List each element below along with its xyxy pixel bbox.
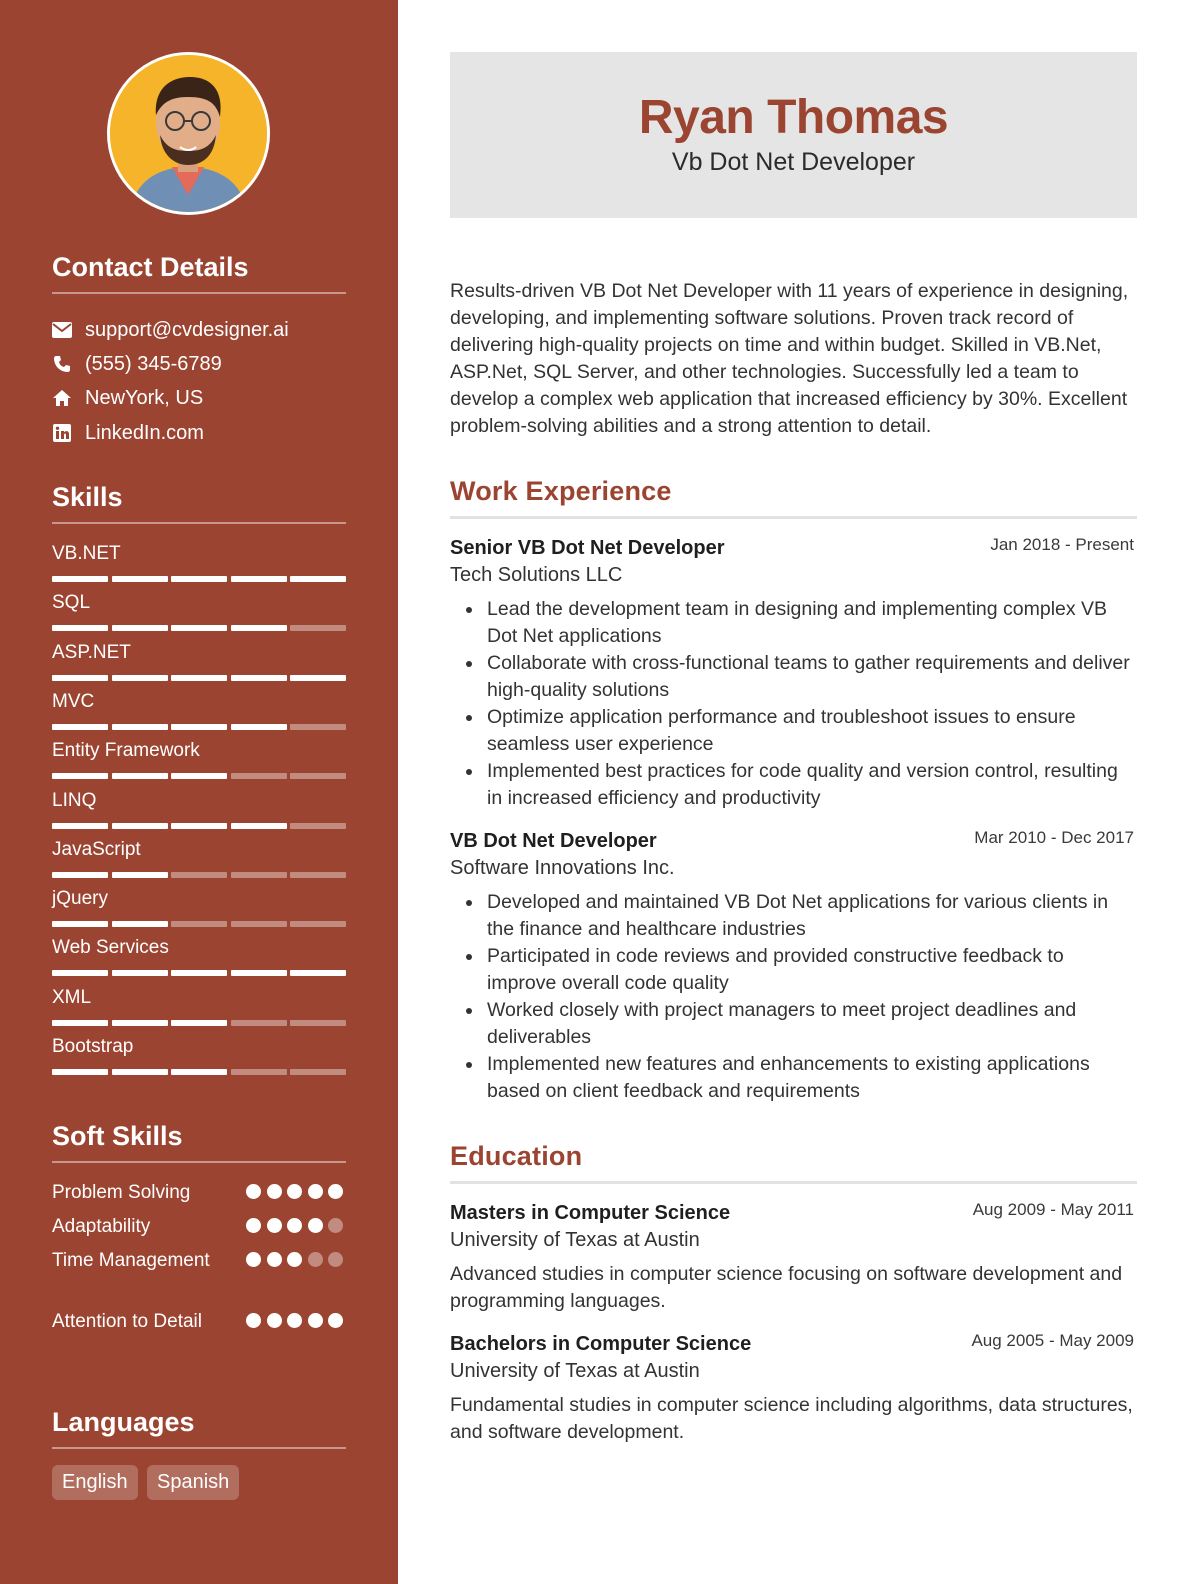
envelope-icon bbox=[52, 320, 72, 340]
rating-dot-filled bbox=[246, 1184, 261, 1199]
phone-icon bbox=[52, 354, 72, 374]
skill-level-bar bbox=[52, 1020, 346, 1026]
skill-item bbox=[52, 935, 346, 961]
skill-level-bar bbox=[52, 724, 346, 730]
skill-level-segment-empty bbox=[231, 1020, 287, 1026]
skill-level-segment-filled bbox=[171, 1069, 227, 1075]
skill-level-segment-empty bbox=[290, 872, 346, 878]
skill-level-segment-filled bbox=[112, 921, 168, 927]
name-header bbox=[450, 52, 1137, 218]
degree-dates: Aug 2005 - May 2009 bbox=[971, 1331, 1134, 1350]
skill-level-segment-filled bbox=[52, 1069, 108, 1075]
job-bullet: Lead the development team in designing and implementing complex VB Dot Net applications bbox=[487, 596, 1137, 649]
skill-name: MVC bbox=[52, 690, 95, 712]
rating-dot-filled bbox=[267, 1313, 282, 1328]
skill-item bbox=[52, 689, 346, 715]
skill-name: Bootstrap bbox=[52, 1036, 134, 1057]
contact-email[interactable] bbox=[52, 315, 289, 345]
degree-school: University of Texas at Austin bbox=[450, 1229, 700, 1251]
soft-skill-item bbox=[52, 1179, 346, 1207]
skill-level-segment-filled bbox=[112, 773, 168, 779]
skill-item bbox=[52, 1034, 346, 1060]
skill-name: LINQ bbox=[52, 789, 97, 811]
rating-dot-empty bbox=[308, 1252, 323, 1267]
job-title: Senior VB Dot Net Developer bbox=[450, 537, 725, 559]
skill-level-segment-filled bbox=[112, 872, 168, 878]
skill-level-bar bbox=[52, 921, 346, 927]
job-bullet: Collaborate with cross-functional teams to gather requirements and deliver high-quality solutions bbox=[487, 650, 1137, 703]
candidate-title: Vb Dot Net Developer bbox=[671, 148, 916, 176]
contact-linkedin[interactable] bbox=[52, 418, 204, 448]
job-bullet: Implemented new features and enhancements to existing applications based on client feedback and requirements bbox=[487, 1051, 1137, 1104]
skill-level-segment-filled bbox=[290, 576, 346, 582]
rating-dot-filled bbox=[246, 1218, 261, 1233]
skill-level-bar bbox=[52, 675, 346, 681]
skill-level-segment-filled bbox=[171, 576, 227, 582]
skill-level-segment-empty bbox=[290, 1069, 346, 1075]
skill-level-segment-filled bbox=[290, 970, 346, 976]
skill-level-bar bbox=[52, 823, 346, 829]
skill-item bbox=[52, 541, 346, 567]
rating-dot-empty bbox=[328, 1218, 343, 1233]
skill-item bbox=[52, 985, 346, 1011]
skill-level-segment-filled bbox=[52, 921, 108, 927]
languages-section-title: Languages bbox=[52, 1407, 195, 1437]
rating-dot-filled bbox=[246, 1252, 261, 1267]
soft-skill-name: Adaptability bbox=[52, 1216, 151, 1237]
job-bullet: Worked closely with project managers to meet project deadlines and deliverables bbox=[487, 997, 1137, 1050]
skill-level-segment-filled bbox=[112, 1069, 168, 1075]
skill-item bbox=[52, 886, 346, 912]
contact-phone-text: (555) 345-6789 bbox=[85, 352, 222, 375]
degree-school: University of Texas at Austin bbox=[450, 1360, 700, 1382]
skill-level-segment-filled bbox=[171, 724, 227, 730]
languages-divider bbox=[52, 1447, 346, 1449]
contact-section-title: Contact Details bbox=[52, 252, 249, 282]
skill-name: SQL bbox=[52, 592, 91, 614]
skill-level-segment-filled bbox=[290, 675, 346, 681]
rating-dot-filled bbox=[328, 1184, 343, 1199]
degree-title: Bachelors in Computer Science bbox=[450, 1333, 752, 1355]
skill-level-bar bbox=[52, 576, 346, 582]
soft-skill-rating bbox=[246, 1218, 346, 1234]
soft-skill-name: Attention to Detail bbox=[52, 1311, 202, 1332]
contact-location-text: NewYork, US bbox=[85, 386, 204, 409]
skills-section-title: Skills bbox=[52, 482, 123, 512]
skill-level-segment-empty bbox=[290, 1020, 346, 1026]
experience-section-title: Work Experience bbox=[450, 476, 672, 506]
home-icon bbox=[52, 388, 72, 408]
job-company: Tech Solutions LLC bbox=[450, 564, 623, 586]
skill-item bbox=[52, 590, 346, 616]
job-bullet: Implemented best practices for code quality and version control, resulting in increased efficiency and productivity bbox=[487, 758, 1137, 811]
skill-level-segment-filled bbox=[112, 970, 168, 976]
skill-level-segment-filled bbox=[231, 675, 287, 681]
education-section-title: Education bbox=[450, 1141, 583, 1171]
skill-level-segment-filled bbox=[171, 625, 227, 631]
rating-dot-filled bbox=[246, 1313, 261, 1328]
skill-level-segment-filled bbox=[112, 625, 168, 631]
language-chip: Spanish bbox=[147, 1465, 239, 1500]
avatar bbox=[107, 52, 270, 215]
rating-dot-filled bbox=[267, 1252, 282, 1267]
skill-level-segment-filled bbox=[52, 773, 108, 779]
skill-level-segment-empty bbox=[231, 872, 287, 878]
skill-level-segment-filled bbox=[112, 823, 168, 829]
soft-skill-item bbox=[52, 1213, 346, 1241]
contact-linkedin-text: LinkedIn.com bbox=[85, 421, 204, 444]
skill-level-segment-filled bbox=[112, 724, 168, 730]
soft-skills-divider bbox=[52, 1161, 346, 1163]
skill-level-segment-filled bbox=[52, 675, 108, 681]
skill-name: jQuery bbox=[52, 888, 108, 910]
job-bullets bbox=[487, 596, 1137, 812]
linkedin-icon bbox=[52, 423, 72, 443]
rating-dot-filled bbox=[308, 1313, 323, 1328]
skill-name: ASP.NET bbox=[52, 641, 131, 663]
skill-level-segment-filled bbox=[52, 823, 108, 829]
education-divider bbox=[450, 1181, 1137, 1184]
skill-level-segment-empty bbox=[171, 872, 227, 878]
skill-level-segment-filled bbox=[112, 576, 168, 582]
skill-level-segment-filled bbox=[52, 970, 108, 976]
rating-dot-filled bbox=[287, 1313, 302, 1328]
contact-email-text: support@cvdesigner.ai bbox=[85, 318, 289, 341]
skill-level-segment-filled bbox=[112, 1020, 168, 1026]
skill-level-segment-filled bbox=[171, 773, 227, 779]
contact-phone[interactable] bbox=[52, 349, 222, 379]
job-bullet: Developed and maintained VB Dot Net applications for various clients in the finance and healthcare industries bbox=[487, 889, 1137, 942]
skill-level-bar bbox=[52, 970, 346, 976]
skill-item bbox=[52, 640, 346, 666]
rating-dot-filled bbox=[308, 1184, 323, 1199]
skill-level-segment-empty bbox=[290, 625, 346, 631]
skill-level-segment-filled bbox=[52, 872, 108, 878]
skill-level-segment-filled bbox=[231, 625, 287, 631]
skill-level-segment-empty bbox=[231, 1069, 287, 1075]
skill-name: XML bbox=[52, 986, 92, 1008]
skill-level-segment-filled bbox=[171, 1020, 227, 1026]
soft-skill-rating bbox=[246, 1252, 346, 1268]
soft-skill-name: Time Management bbox=[52, 1250, 210, 1271]
skill-level-segment-filled bbox=[171, 675, 227, 681]
skill-item bbox=[52, 788, 346, 814]
soft-skill-item bbox=[52, 1308, 346, 1336]
skill-level-segment-empty bbox=[290, 724, 346, 730]
skill-name: Entity Framework bbox=[52, 740, 200, 762]
skill-level-segment-filled bbox=[231, 576, 287, 582]
skill-level-bar bbox=[52, 1069, 346, 1075]
degree-description: Fundamental studies in computer science including algorithms, data structures, and software development. bbox=[450, 1394, 1133, 1443]
contact-location bbox=[52, 383, 203, 413]
skill-level-segment-filled bbox=[112, 675, 168, 681]
rating-dot-filled bbox=[287, 1184, 302, 1199]
skill-name: JavaScript bbox=[52, 838, 141, 860]
skill-level-segment-filled bbox=[52, 576, 108, 582]
skill-level-segment-empty bbox=[231, 921, 287, 927]
job-bullets bbox=[487, 889, 1137, 1105]
skill-level-segment-filled bbox=[231, 823, 287, 829]
soft-skills-section-title: Soft Skills bbox=[52, 1121, 183, 1151]
skill-level-bar bbox=[52, 773, 346, 779]
skill-item bbox=[52, 738, 346, 764]
rating-dot-filled bbox=[267, 1184, 282, 1199]
job-title: VB Dot Net Developer bbox=[450, 830, 657, 852]
skill-name: Web Services bbox=[52, 937, 169, 959]
skill-level-segment-filled bbox=[231, 970, 287, 976]
skill-level-segment-empty bbox=[171, 921, 227, 927]
skill-level-segment-filled bbox=[52, 724, 108, 730]
skill-level-bar bbox=[52, 625, 346, 631]
candidate-name: Ryan Thomas bbox=[638, 91, 949, 144]
skill-level-bar bbox=[52, 872, 346, 878]
profile-summary: Results-driven VB Dot Net Developer with 11 years of experience in designing, developing, and implementing software solutions. Proven track record of delivering high-quality projects on time and within budget. Skilled in VB.Net, ASP.Net, SQL Server, and other technologies. Successfully led a team to develop a complex web application that increased efficiency by 30%. Excellent problem-solving abilities and a strong attention to detail. bbox=[450, 280, 1129, 437]
job-bullet: Optimize application performance and troubleshoot issues to ensure seamless user experience bbox=[487, 704, 1137, 757]
rating-dot-filled bbox=[267, 1218, 282, 1233]
degree-dates: Aug 2009 - May 2011 bbox=[972, 1200, 1134, 1219]
rating-dot-filled bbox=[287, 1252, 302, 1267]
language-chip: English bbox=[52, 1465, 138, 1500]
skill-level-segment-empty bbox=[231, 773, 287, 779]
degree-title: Masters in Computer Science bbox=[450, 1202, 731, 1224]
rating-dot-filled bbox=[308, 1218, 323, 1233]
job-company: Software Innovations Inc. bbox=[450, 857, 675, 879]
soft-skill-name: Problem Solving bbox=[52, 1182, 191, 1203]
job-dates: Mar 2010 - Dec 2017 bbox=[974, 828, 1134, 847]
skill-item bbox=[52, 837, 346, 863]
skill-level-segment-empty bbox=[290, 921, 346, 927]
skill-level-segment-filled bbox=[171, 823, 227, 829]
skill-level-segment-empty bbox=[290, 823, 346, 829]
profile-photo bbox=[110, 55, 267, 212]
soft-skill-rating bbox=[246, 1184, 346, 1200]
sidebar bbox=[0, 0, 398, 1584]
soft-skill-item bbox=[52, 1247, 346, 1275]
job-bullet: Participated in code reviews and provided constructive feedback to improve overall code quality bbox=[487, 943, 1137, 996]
skill-level-segment-filled bbox=[52, 1020, 108, 1026]
contact-divider bbox=[52, 292, 346, 294]
skill-level-segment-filled bbox=[231, 724, 287, 730]
degree-description: Advanced studies in computer science focusing on software development and programming languages. bbox=[450, 1263, 1123, 1312]
skills-divider bbox=[52, 522, 346, 524]
skill-name: VB.NET bbox=[52, 543, 121, 564]
soft-skill-rating bbox=[246, 1313, 346, 1329]
skill-level-segment-filled bbox=[171, 970, 227, 976]
job-dates: Jan 2018 - Present bbox=[990, 535, 1134, 554]
skill-level-segment-empty bbox=[290, 773, 346, 779]
rating-dot-filled bbox=[287, 1218, 302, 1233]
skill-level-segment-filled bbox=[52, 625, 108, 631]
rating-dot-filled bbox=[328, 1313, 343, 1328]
rating-dot-empty bbox=[328, 1252, 343, 1267]
experience-divider bbox=[450, 516, 1137, 519]
